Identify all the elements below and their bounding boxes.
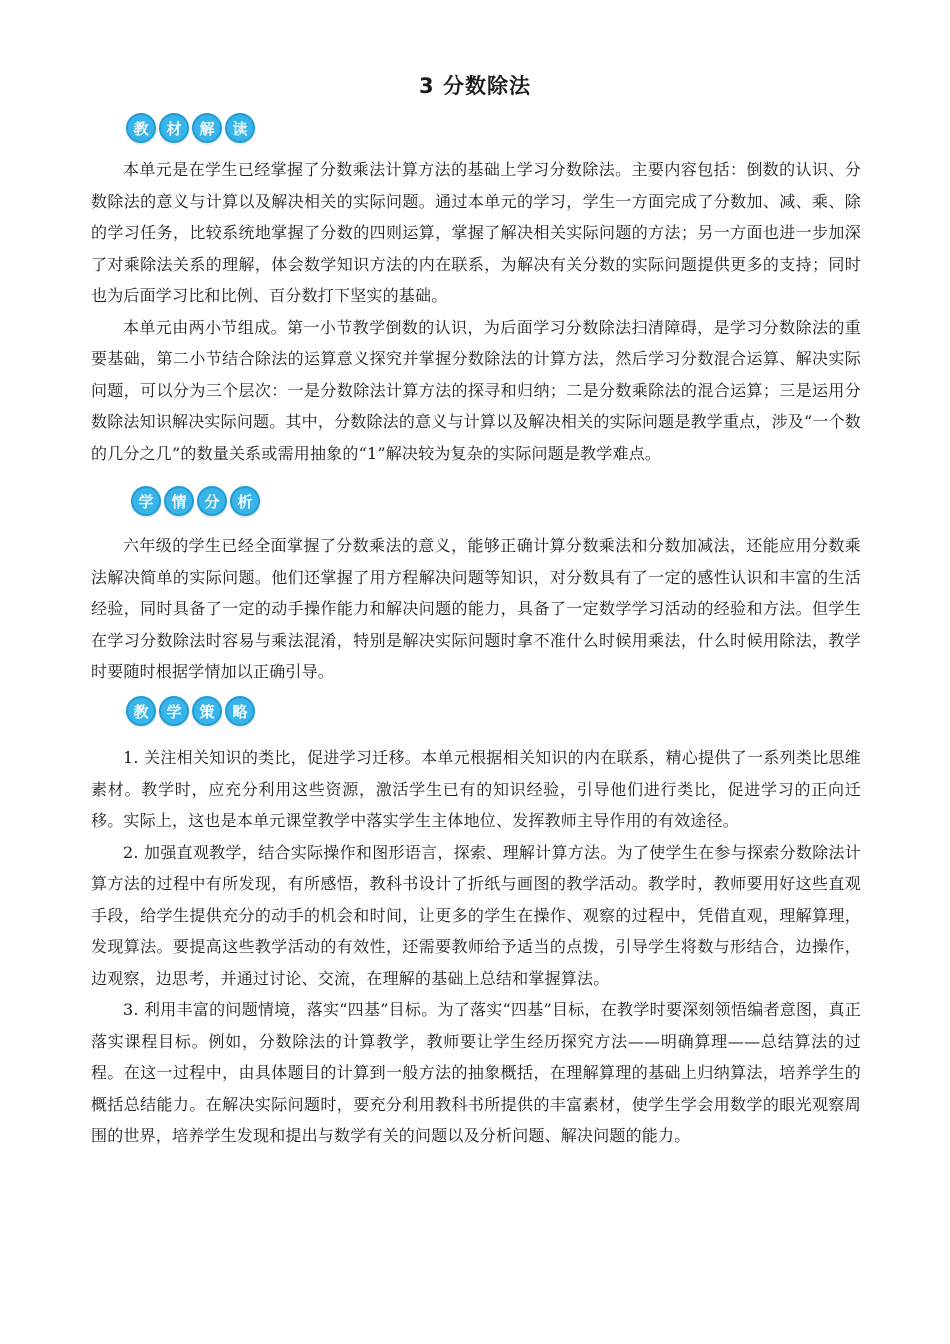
section-teaching-strategy (91, 742, 861, 1152)
section-textbook-analysis (91, 154, 861, 469)
page-title: 3 分数除法 (419, 74, 531, 98)
badge-char: 学 (131, 486, 161, 516)
badge-char: 情 (164, 486, 194, 516)
badge-char: 教 (126, 696, 156, 726)
badge-char: 分 (197, 486, 227, 516)
badge-char: 教 (126, 113, 156, 143)
section-badge-student-analysis (131, 486, 260, 516)
section-badge-teaching-strategy (126, 696, 255, 726)
badge-char: 材 (159, 113, 189, 143)
badge-char: 解 (192, 113, 222, 143)
paragraph: 本单元由两小节组成。第一小节教学倒数的认识，为后面学习分数除法扫清障碍，是学习分数除法的重要基础，第二小节结合除法的运算意义探究并掌握分数除法的计算方法，然后学习分数混合运算、解决实际问题，可以分为三个层次：一是分数除法计算方法的探寻和归纳；二是分数乘除法的混合运算；三是运用分数除法知识解决实际问题。其中，分数除法的意义与计算以及解决相关的实际问题是教学重点，涉及“一个数的几分之几”的数量关系或需用抽象的“1”解决较为复杂的实际问题是教学难点。 (91, 317, 861, 463)
badge-char: 读 (225, 113, 255, 143)
badge-char: 学 (159, 696, 189, 726)
paragraph: 本单元是在学生已经掌握了分数乘法计算方法的基础上学习分数除法。主要内容包括：倒数的认识、分数除法的意义与计算以及解决相关的实际问题。通过本单元的学习，学生一方面完成了分数加、减、乘、除的学习任务，比较系统地掌握了分数的四则运算，掌握了解决相关实际问题的方法；另一方面也进一步加深了对乘除法关系的理解，体会数学知识方法的内在联系，为解决有关分数的实际问题提供更多的支持；同时也为后面学习比和比例、百分数打下坚实的基础。 (91, 160, 861, 305)
section-student-analysis (91, 530, 861, 688)
badge-char: 析 (230, 486, 260, 516)
paragraph: 2. 加强直观教学，结合实际操作和图形语言，探索、理解计算方法。为了使学生在参与探索分数除法计算方法的过程中有所发现，有所感悟，教科书设计了折纸与画图的教学活动。教学时，教师要用好这些直观手段，给学生提供充分的动手的机会和时间，让更多的学生在操作、观察的过程中，凭借直观，理解算理，发现算法。要提高这些教学活动的有效性，还需要教师给予适当的点拨，引导学生将数与形结合，边操作，边观察，边思考，并通过讨论、交流，在理解的基础上总结和掌握算法。 (91, 842, 861, 988)
paragraph: 3. 利用丰富的问题情境，落实“四基”目标。为了落实“四基”目标，在教学时要深刻领悟编者意图，真正落实课程目标。例如，分数除法的计算教学，教师要让学生经历探究方法——明确算理——总结算法的过程。在这一过程中，由具体题目的计算到一般方法的抽象概括，在理解算理的基础上归纳算法，培养学生的概括总结能力。在解决实际问题时，要充分利用教科书所提供的丰富素材，使学生学会用数学的眼光观察周围的世界，培养学生发现和提出与数学有关的问题以及分析问题、解决问题的能力。 (91, 1000, 861, 1145)
paragraph: 1. 关注相关知识的类比，促进学习迁移。本单元根据相关知识的内在联系，精心提供了一系列类比思维素材。教学时，应充分利用这些资源，激活学生已有的知识经验，引导他们进行类比，促进学习的正向迁移。实际上，这也是本单元课堂教学中落实学生主体地位、发挥教师主导作用的有效途径。 (91, 748, 861, 830)
section-badge-textbook-analysis (126, 113, 255, 143)
paragraph: 六年级的学生已经全面掌握了分数乘法的意义，能够正确计算分数乘法和分数加减法，还能应用分数乘法解决简单的实际问题。他们还掌握了用方程解决问题等知识，对分数具有了一定的感性认识和丰富的生活经验，同时具备了一定的动手操作能力和解决问题的能力，具备了一定数学学习活动的经验和方法。但学生在学习分数除法时容易与乘法混淆，特别是解决实际问题时拿不准什么时候用乘法，什么时候用除法，教学时要随时根据学情加以正确引导。 (91, 536, 861, 681)
badge-char: 策 (192, 696, 222, 726)
badge-char: 略 (225, 696, 255, 726)
